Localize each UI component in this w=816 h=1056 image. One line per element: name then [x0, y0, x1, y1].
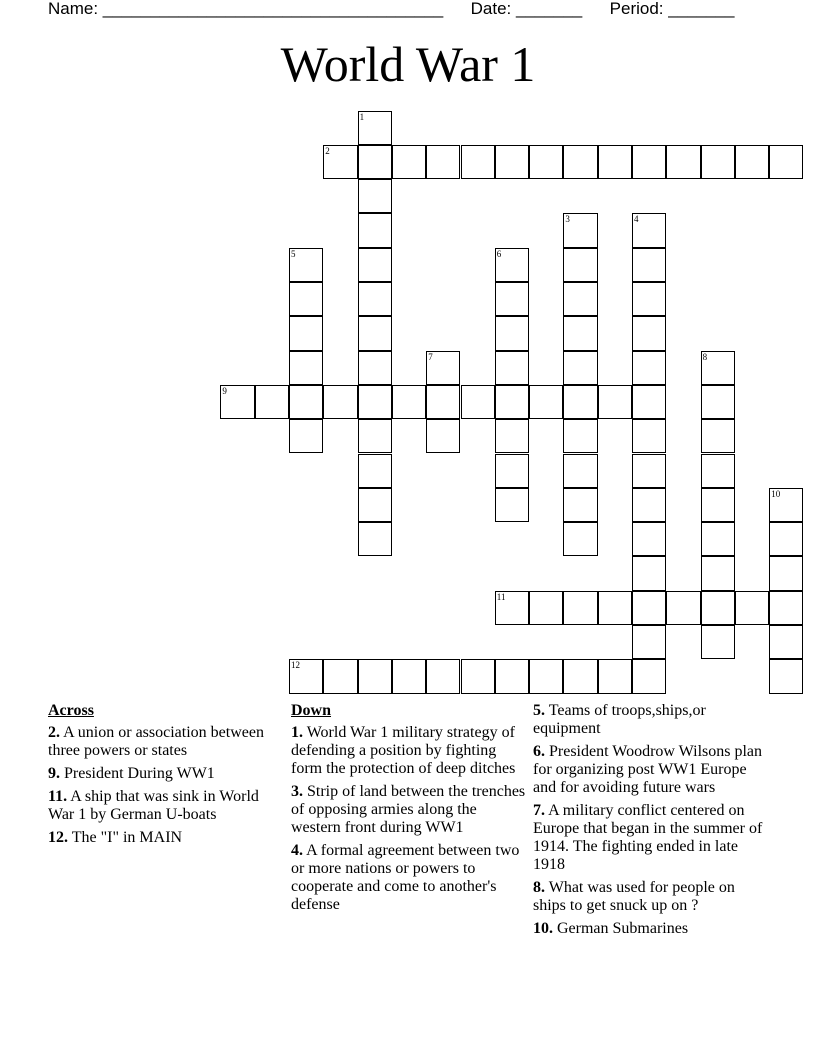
crossword-cell[interactable] [529, 385, 563, 419]
crossword-cell[interactable] [598, 145, 632, 179]
crossword-cell[interactable] [358, 282, 392, 316]
crossword-cell[interactable] [769, 556, 803, 590]
crossword-cell[interactable] [426, 145, 460, 179]
crossword-cell[interactable] [358, 488, 392, 522]
crossword-cell[interactable] [461, 385, 495, 419]
crossword-cell[interactable] [701, 522, 735, 556]
crossword-cell[interactable] [701, 145, 735, 179]
clue-number: 2 [325, 145, 330, 156]
clue-text: President During WW1 [64, 765, 215, 782]
crossword-cell[interactable] [495, 488, 529, 522]
crossword-cell[interactable] [632, 316, 666, 350]
clue-number: 10 [771, 488, 781, 499]
clue-number: 12. [48, 829, 68, 846]
crossword-cell[interactable] [495, 385, 529, 419]
clue-number: 8. [533, 879, 545, 896]
clue-number: 5. [533, 702, 545, 719]
crossword-cell[interactable] [495, 282, 529, 316]
crossword-cell[interactable] [563, 419, 597, 453]
crossword-cell[interactable] [563, 522, 597, 556]
crossword-cell[interactable] [426, 659, 460, 693]
crossword-cell[interactable] [392, 145, 426, 179]
crossword-cell[interactable] [701, 488, 735, 522]
crossword-cell[interactable] [358, 522, 392, 556]
crossword-cell[interactable] [495, 659, 529, 693]
crossword-cell[interactable] [563, 248, 597, 282]
crossword-cell[interactable] [289, 385, 323, 419]
clue-number: 1. [291, 724, 303, 741]
crossword-cell[interactable] [632, 454, 666, 488]
clue-item [533, 920, 765, 938]
clue-number: 11. [48, 788, 68, 805]
crossword-cell[interactable] [769, 591, 803, 625]
down-clues [291, 702, 527, 919]
clue-number: 9. [48, 765, 60, 782]
crossword-cell[interactable] [426, 351, 460, 385]
clue-item [533, 743, 765, 797]
clue-text: President Woodrow Wilsons plan for organizing post WW1 Europe and for avoiding future wars [533, 743, 763, 796]
clue-text: What was used for people on ships to get snuck up on ? [533, 879, 735, 914]
clue-number: 7 [428, 351, 433, 362]
crossword-cell[interactable] [701, 419, 735, 453]
crossword-cell[interactable] [632, 351, 666, 385]
crossword-cell[interactable] [358, 351, 392, 385]
crossword-cell[interactable] [769, 145, 803, 179]
crossword-cell[interactable] [769, 488, 803, 522]
crossword-cell[interactable] [632, 248, 666, 282]
down-heading: Down [291, 702, 332, 719]
crossword-cell[interactable] [289, 419, 323, 453]
clue-item [291, 783, 527, 837]
clue-item [291, 724, 527, 778]
clue-item [533, 879, 765, 915]
clue-number: 3 [565, 214, 570, 225]
across-clues [48, 702, 280, 852]
crossword-cell[interactable] [426, 385, 460, 419]
crossword-cell[interactable] [358, 145, 392, 179]
crossword-cell[interactable] [701, 625, 735, 659]
crossword-cell[interactable] [563, 145, 597, 179]
crossword-cell[interactable] [392, 659, 426, 693]
crossword-cell[interactable] [358, 179, 392, 213]
crossword-cell[interactable] [632, 213, 666, 247]
crossword-cell[interactable] [769, 659, 803, 693]
crossword-cell[interactable] [632, 522, 666, 556]
clue-number: 1 [359, 111, 365, 122]
crossword-cell[interactable] [529, 591, 563, 625]
crossword-cell[interactable] [358, 419, 392, 453]
crossword-cell[interactable] [632, 419, 666, 453]
crossword-cell[interactable] [701, 591, 735, 625]
crossword-cell[interactable] [220, 385, 254, 419]
crossword-cell[interactable] [666, 145, 700, 179]
clue-number: 5 [291, 248, 296, 259]
crossword-cell[interactable] [289, 659, 323, 693]
crossword-cell[interactable] [632, 385, 666, 419]
date-field[interactable]: Date: _______ [470, 0, 583, 18]
crossword-cell[interactable] [358, 316, 392, 350]
crossword-cell[interactable] [563, 385, 597, 419]
crossword-cell[interactable] [563, 454, 597, 488]
crossword-cell[interactable] [563, 488, 597, 522]
crossword-cell[interactable] [632, 488, 666, 522]
clue-text: The "I" in MAIN [71, 829, 183, 846]
crossword-cell[interactable] [769, 522, 803, 556]
crossword-cell[interactable] [495, 351, 529, 385]
crossword-cell[interactable] [358, 213, 392, 247]
crossword-cell[interactable] [426, 419, 460, 453]
clue-number: 9 [222, 385, 227, 396]
clue-text: A formal agreement between two or more nations or powers to cooperate and come to another's defense [291, 842, 520, 913]
crossword-cell[interactable] [632, 625, 666, 659]
crossword-cell[interactable] [461, 659, 495, 693]
crossword-cell[interactable] [563, 659, 597, 693]
crossword-cell[interactable] [563, 351, 597, 385]
crossword-cell[interactable] [563, 213, 597, 247]
across-heading: Across [48, 702, 94, 719]
clue-number: 6 [496, 248, 502, 259]
crossword-cell[interactable] [666, 591, 700, 625]
clue-number: 4 [634, 214, 639, 225]
clue-item [291, 842, 527, 914]
crossword-cell[interactable] [529, 659, 563, 693]
crossword-cell[interactable] [598, 385, 632, 419]
crossword-cell[interactable] [529, 145, 563, 179]
crossword-cell[interactable] [632, 659, 666, 693]
crossword-cell[interactable] [598, 591, 632, 625]
clue-text: German Submarines [557, 920, 689, 937]
crossword-cell[interactable] [495, 248, 529, 282]
crossword-cell[interactable] [255, 385, 289, 419]
crossword-cell[interactable] [495, 454, 529, 488]
clue-number: 10. [533, 920, 553, 937]
clue-item [48, 765, 280, 783]
clue-number: 2. [48, 724, 60, 741]
crossword-cell[interactable] [563, 282, 597, 316]
down-clue-list [291, 724, 527, 914]
crossword-cell[interactable] [701, 351, 735, 385]
across-clue-list [48, 724, 280, 847]
clue-text: A union or association between three powers or states [48, 724, 264, 759]
crossword-cell[interactable] [358, 385, 392, 419]
clue-number: 12 [291, 660, 300, 671]
clue-number: 7. [533, 802, 545, 819]
crossword-cell[interactable] [701, 556, 735, 590]
clue-item [533, 802, 765, 874]
crossword-cell[interactable] [701, 385, 735, 419]
crossword-cell[interactable] [289, 351, 323, 385]
clue-item [533, 702, 765, 738]
clue-text: A ship that was sink in World War 1 by German U-boats [48, 788, 259, 823]
crossword-cell[interactable] [323, 385, 357, 419]
crossword-cell[interactable] [323, 145, 357, 179]
crossword-cell[interactable] [701, 454, 735, 488]
crossword-cell[interactable] [632, 282, 666, 316]
clue-number: 4. [291, 842, 303, 859]
name-field[interactable]: Name: ____________________________________ [48, 0, 444, 18]
crossword-cell[interactable] [563, 591, 597, 625]
clue-text: Teams of troops,ships,or equipment [533, 702, 706, 737]
crossword-cell[interactable] [392, 385, 426, 419]
crossword-cell[interactable] [495, 316, 529, 350]
crossword-cell[interactable] [289, 282, 323, 316]
page-title: World War 1 [280, 36, 536, 92]
crossword-cell[interactable] [495, 591, 529, 625]
crossword-cell[interactable] [563, 316, 597, 350]
crossword-cell[interactable] [323, 659, 357, 693]
clue-item [48, 829, 280, 847]
crossword-cell[interactable] [461, 145, 495, 179]
crossword-cell[interactable] [358, 111, 392, 145]
clue-number: 11 [496, 591, 506, 602]
crossword-cell[interactable] [358, 248, 392, 282]
crossword-cell[interactable] [598, 659, 632, 693]
crossword-cell[interactable] [289, 248, 323, 282]
crossword-cell[interactable] [769, 625, 803, 659]
clue-text: A military conflict centered on Europe that began in the summer of 1914. The fighting ended in late 1918 [533, 802, 763, 873]
crossword-cell[interactable] [632, 145, 666, 179]
down-clue-list-continued [533, 702, 765, 938]
down-clues-continued [533, 702, 765, 943]
crossword-cell[interactable] [632, 556, 666, 590]
crossword-cell[interactable] [358, 659, 392, 693]
crossword-cell[interactable] [735, 591, 769, 625]
crossword-cell[interactable] [495, 419, 529, 453]
clue-number: 8 [702, 351, 708, 362]
crossword-cell[interactable] [289, 316, 323, 350]
clue-text: World War 1 military strategy of defending a position by fighting form the protection of deep ditches [291, 724, 516, 777]
crossword-cell[interactable] [495, 145, 529, 179]
crossword-cell[interactable] [632, 591, 666, 625]
clue-number: 6. [533, 743, 545, 760]
period-field[interactable]: Period: _______ [609, 0, 735, 18]
clue-item [48, 724, 280, 760]
clue-item [48, 788, 280, 824]
clue-text: Strip of land between the trenches of opposing armies along the western front during WW1 [291, 783, 526, 836]
crossword-cell[interactable] [358, 454, 392, 488]
crossword-cell[interactable] [735, 145, 769, 179]
clue-number: 3. [291, 783, 303, 800]
